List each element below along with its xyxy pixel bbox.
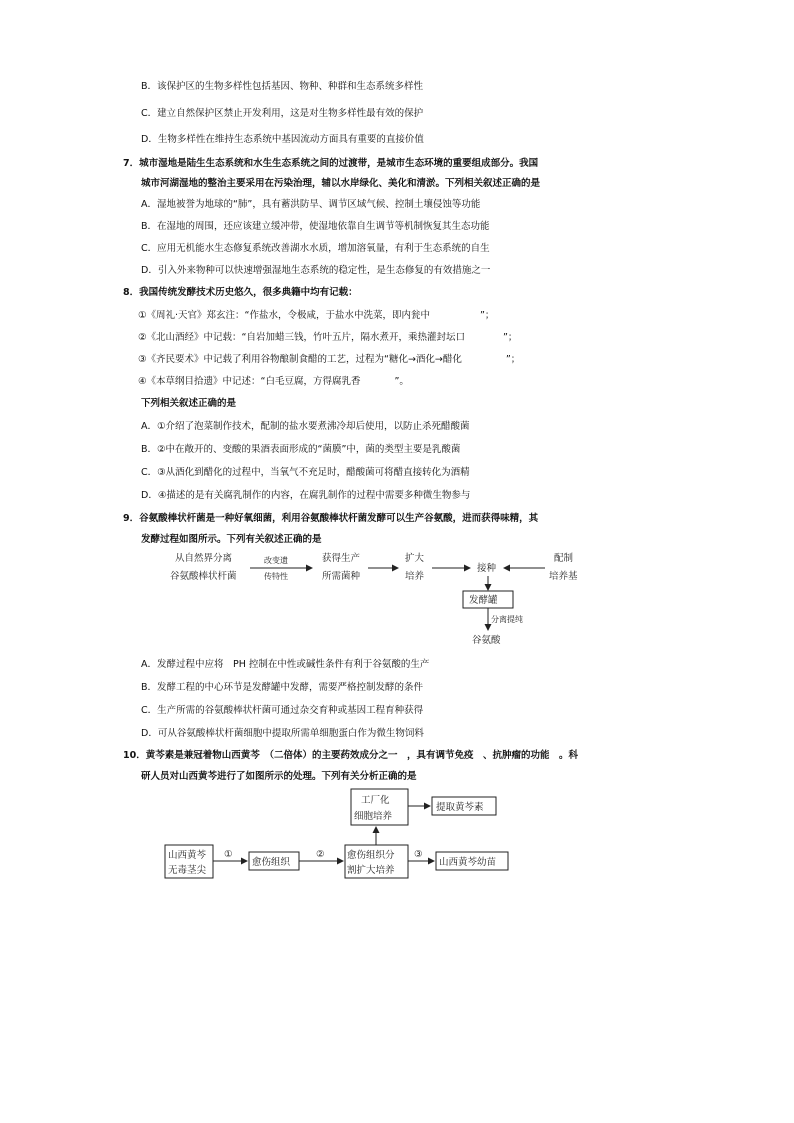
q8-option-d: D．④描述的是有关腐乳制作的内容，在腐乳制作的过程中需要多种微生物参与 xyxy=(141,490,471,501)
q8-item-1-text: ①《周礼·天官》郑玄注：“作盐水，令极咸，于盐水中洗菜，即内瓮中 xyxy=(138,310,430,321)
q8-option-a: A．①介绍了泡菜制作技术，配制的盐水要煮沸冷却后使用，以防止杀死醋酸菌 xyxy=(141,421,470,432)
callus-culture-line2: 割扩大培养 xyxy=(347,865,395,876)
node-isolate-line2: 谷氨酸棒状杆菌 xyxy=(170,571,237,582)
q9-option-b: B．发酵工程的中心环节是发酵罐中发酵，需要严格控制发酵的条件 xyxy=(141,682,424,693)
step-1-label: ① xyxy=(224,849,233,860)
edge-purify: 分离提纯 xyxy=(491,615,523,624)
q8-option-b: B．②中在敞开的、变酸的果酒表面形成的“菌膜”中，菌的类型主要是乳酸菌 xyxy=(141,444,461,455)
step-2-label: ② xyxy=(316,849,325,860)
edge-modify-line1: 改变遗 xyxy=(264,556,288,565)
edge-modify-line2: 传特性 xyxy=(264,572,288,581)
q8-lead: 下列相关叙述正确的是 xyxy=(141,398,237,409)
start-line1: 山西黄芩 xyxy=(168,850,207,861)
q9-option-a: A．发酵过程中应将 PH 控制在中性或碱性条件有利于谷氨酸的生产 xyxy=(141,659,430,670)
q8-stem: 8．我国传统发酵技术历史悠久，很多典籍中均有记载： xyxy=(123,287,358,298)
node-strain-line1: 获得生产 xyxy=(322,553,361,564)
seedling-label: 山西黄芩幼苗 xyxy=(439,857,497,868)
node-glutamate: 谷氨酸 xyxy=(472,635,501,646)
q7-stem-line1: 7．城市湿地是陆生生态系统和水生生态系统之间的过渡带，是城市生态环境的重要组成部分。我国 xyxy=(123,158,539,169)
q10-stem-line2: 研人员对山西黄芩进行了如图所示的处理。下列有关分析正确的是 xyxy=(141,771,417,782)
q8-option-c: C．③从酒化到醋化的过程中，当氧气不充足时，醋酸菌可将醋直接转化为酒精 xyxy=(141,467,470,478)
extract-label: 提取黄芩素 xyxy=(436,802,484,813)
q7-option-d: D．引入外来物种可以快速增强湿地生态系统的稳定性，是生态修复的有效措施之一 xyxy=(141,265,491,276)
start-line2: 无毒茎尖 xyxy=(168,865,207,876)
step-3-label: ③ xyxy=(414,849,423,860)
q7-stem-line2: 城市河湖湿地的整治主要采用在污染治理，辅以水岸绿化、美化和清淤。下列相关叙述正确的是 xyxy=(141,178,541,189)
q8-item-4-text: ④《本草纲目拾遗》中记述：“白毛豆腐，方得腐乳香 xyxy=(138,376,361,387)
q6-option-b: B．该保护区的生物多样性包括基因、物种、种群和生态系统多样性 xyxy=(141,81,424,92)
factory-culture-line2: 细胞培养 xyxy=(354,811,393,822)
q8-item-2-text: ②《北山酒经》中记载：“自岩加蜡三钱，竹叶五片，隔水煮开，乘热灌封坛口 xyxy=(138,332,465,343)
node-isolate-line1: 从自然界分离 xyxy=(175,553,233,564)
node-fermenter: 发酵罐 xyxy=(469,595,498,606)
callus-label: 愈伤组织 xyxy=(252,857,291,868)
q8-item-3-text: ③《齐民要术》中记载了利用谷物酿制食醋的工艺，过程为“糖化→酒化→醋化 xyxy=(138,354,462,365)
factory-culture-line1: 工厂化 xyxy=(361,795,390,806)
node-expand-line1: 扩大 xyxy=(405,553,425,564)
q9-option-c: C．生产所需的谷氨酸棒状杆菌可通过杂交育种或基因工程育种获得 xyxy=(141,705,424,716)
node-strain-line2: 所需菌种 xyxy=(322,571,361,582)
q9-stem-line1: 9．谷氨酸棒状杆菌是一种好氧细菌，利用谷氨酸棒状杆菌发酵可以生产谷氨酸，进而获得味精，其 xyxy=(123,513,539,524)
q7-option-c: C．应用无机能水生态修复系统改善湖水水质，增加溶氧量，有利于生态系统的自生 xyxy=(141,243,490,254)
q8-item-4-end: ”。 xyxy=(394,376,409,387)
q7-option-b: B．在湿地的周围，还应该建立缓冲带，使湿地依靠自生调节等机制恢复其生态功能 xyxy=(141,221,490,232)
node-expand-line2: 培养 xyxy=(405,571,425,582)
q7-option-a: A．湿地被誉为地球的“肺”，具有蓄洪防旱、调节区域气候、控制土壤侵蚀等功能 xyxy=(141,199,481,210)
q8-item-2-end: ”； xyxy=(502,332,518,343)
q9-stem-line2: 发酵过程如图所示。下列有关叙述正确的是 xyxy=(141,534,322,545)
node-medium-line1: 配制 xyxy=(554,553,574,564)
node-inoculate: 接种 xyxy=(477,563,497,574)
q6-option-c: C．建立自然保护区禁止开发利用，这是对生物多样性最有效的保护 xyxy=(141,108,424,119)
q6-option-d: D．生物多样性在维持生态系统中基因流动方面具有重要的直接价值 xyxy=(141,134,424,145)
q8-item-1-end: ”； xyxy=(479,310,495,321)
callus-culture-line1: 愈伤组织分 xyxy=(347,850,395,861)
node-medium-line2: 培养基 xyxy=(549,571,578,582)
q8-item-3-end: ”； xyxy=(505,354,521,365)
q9-option-d: D．可从谷氨酸棒状杆菌细胞中提取所需单细胞蛋白作为微生物饲料 xyxy=(141,728,424,739)
q10-stem-line1: 10．黄芩素是兼冠着物山西黄芩 （二倍体）的主要药效成分之一 ，具有调节免疫 、抗肿瘤的功能 。科 xyxy=(123,750,578,761)
